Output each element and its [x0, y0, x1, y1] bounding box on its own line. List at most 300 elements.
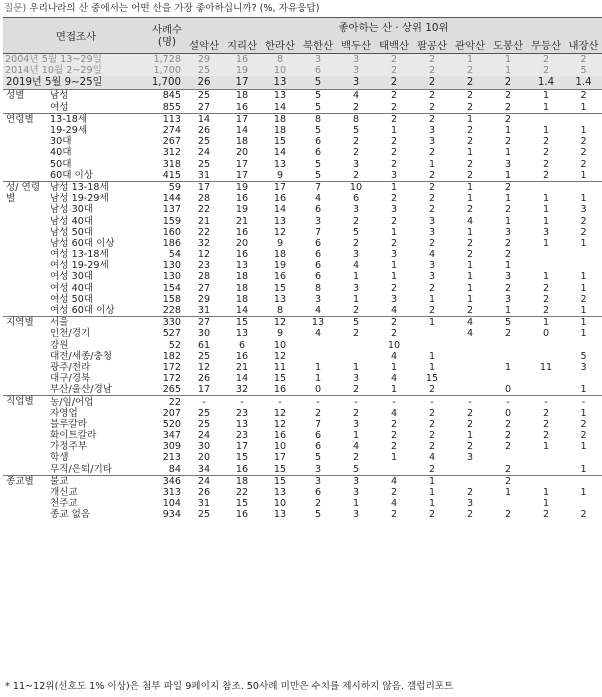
percent-cell: 13 — [235, 328, 249, 340]
table-row — [3, 328, 602, 339]
sample-size: 527 — [162, 328, 181, 340]
percent-cell: 4 — [337, 90, 375, 102]
percent-cell: 3 — [542, 226, 550, 238]
sample-size: 84 — [168, 463, 181, 475]
percent-cell: 15 — [273, 463, 287, 475]
percent-cell: 25 — [185, 90, 223, 102]
percent-cell: 3 — [428, 260, 436, 272]
percent-cell: 4 — [466, 215, 474, 227]
percent-cell — [527, 452, 565, 463]
row-label: 인천/경기 — [50, 328, 91, 340]
percent-cell: 24 — [197, 147, 211, 159]
percent-cell: 5 — [580, 350, 587, 362]
percent-cell — [489, 498, 527, 509]
mountain-header: 백두산 — [337, 35, 375, 54]
table-row — [3, 249, 602, 260]
percent-cell: 5 — [565, 65, 602, 76]
table-row — [3, 283, 602, 294]
percent-cell: 1 — [390, 125, 398, 137]
percent-cell: 6 — [314, 237, 322, 249]
percent-cell: 1 — [466, 260, 474, 272]
row-label: 여성 19-29세 — [50, 260, 109, 272]
sample-size: 313 — [162, 487, 181, 499]
percent-cell: 1 — [527, 317, 565, 329]
percent-cell: 3 — [390, 169, 398, 181]
percent-cell: 21 — [235, 361, 249, 373]
percent-cell: 3 — [352, 487, 360, 499]
percent-cell: 2 — [504, 418, 512, 430]
percent-cell — [565, 373, 602, 384]
percent-cell: 2 — [580, 136, 587, 148]
top10-group-header: 좋아하는 산 · 상위 10위 — [185, 18, 602, 36]
percent-cell: 1 — [451, 54, 489, 66]
percent-cell: 12 — [273, 350, 287, 362]
row-label: 여성 13-18세 — [50, 249, 109, 261]
percent-cell: 2 — [428, 407, 436, 419]
percent-cell: 10 — [261, 65, 299, 76]
row-label: 블루칼라 — [50, 418, 88, 430]
table-row — [3, 419, 602, 430]
percent-cell — [527, 260, 565, 271]
percent-cell: 1 — [489, 54, 527, 66]
percent-cell: 2 — [352, 328, 360, 340]
percent-cell: 1 — [428, 293, 436, 305]
row-label: 19-29세 — [50, 125, 88, 137]
percent-cell: 30 — [197, 328, 211, 340]
row-label: 무직/은퇴/기타 — [50, 463, 113, 475]
percent-cell: 1 — [542, 204, 550, 216]
percent-cell: 1 — [542, 125, 550, 137]
sample-size: 347 — [162, 430, 181, 442]
percent-cell: 2 — [413, 76, 451, 90]
percent-cell: 2 — [428, 430, 436, 442]
footnote: * 11~12위(선호도 1% 이상)은 첨부 파일 9페이지 참조. 50사례 미만은 수치를 제시하지 않음. 갤럽리포트 — [5, 681, 454, 692]
percent-cell: 6 — [314, 147, 322, 159]
percent-cell: 2 — [390, 418, 398, 430]
percent-cell — [451, 362, 489, 373]
percent-cell: 29 — [197, 293, 211, 305]
percent-cell: 2 — [352, 305, 360, 317]
percent-cell: 8 — [276, 305, 284, 317]
percent-cell: 14 — [235, 373, 249, 385]
row-label: 13-18세 — [47, 113, 149, 125]
percent-cell: 1 — [504, 361, 512, 373]
percent-cell: 25 — [197, 407, 211, 419]
row-label: 대전/세종/충청 — [50, 350, 113, 362]
percent-cell: 15 — [273, 373, 287, 385]
row-label: 50대 — [50, 158, 72, 170]
percent-cell: 13 — [235, 260, 249, 272]
percent-cell: 9 — [276, 237, 284, 249]
percent-cell: 4 — [451, 317, 489, 329]
percent-cell: 5 — [299, 76, 337, 90]
percent-cell — [299, 351, 337, 362]
percent-cell: 6 — [314, 441, 322, 453]
percent-cell: 1 — [580, 237, 587, 249]
percent-cell — [489, 452, 527, 463]
table-row — [3, 452, 602, 463]
percent-cell — [451, 373, 489, 384]
percent-cell: 26 — [197, 373, 211, 385]
percent-cell: 0 — [504, 407, 512, 419]
percent-cell: 2 — [390, 282, 398, 294]
percent-cell: 14 — [273, 101, 287, 113]
mountain-header: 설악산 — [185, 35, 223, 54]
percent-cell: 18 — [273, 125, 287, 137]
percent-cell: 16 — [235, 249, 249, 261]
percent-cell: 3 — [352, 282, 360, 294]
percent-cell: 2 — [390, 147, 398, 159]
percent-cell: 2 — [504, 328, 512, 340]
table-row — [3, 408, 602, 419]
percent-cell: 2 — [542, 305, 550, 317]
row-label: 강원 — [50, 339, 69, 351]
percent-cell: 1 — [428, 158, 436, 170]
percent-cell — [527, 181, 565, 193]
percent-cell: 1 — [504, 125, 512, 137]
row-label: 부산/울산/경남 — [50, 384, 113, 396]
percent-cell: 1 — [504, 305, 512, 317]
percent-cell: 3 — [352, 418, 360, 430]
percent-cell: 1 — [466, 271, 474, 283]
percent-cell: 3 — [314, 463, 322, 475]
percent-cell: 2 — [375, 113, 413, 125]
percent-cell: 2 — [428, 441, 436, 453]
percent-cell: 6 — [314, 249, 322, 261]
percent-cell: 1 — [352, 361, 360, 373]
percent-cell: 2 — [489, 113, 527, 125]
percent-cell: 2 — [352, 384, 360, 396]
mountain-header: 관악산 — [451, 35, 489, 54]
percent-cell: 2 — [565, 54, 602, 66]
percent-cell: 27 — [197, 101, 211, 113]
percent-cell: 12 — [261, 317, 299, 329]
percent-cell: 2 — [489, 76, 527, 90]
percent-cell: 2 — [390, 215, 398, 227]
percent-cell: 3 — [504, 226, 512, 238]
percent-cell: 3 — [428, 136, 436, 148]
percent-cell: 1.4 — [527, 76, 565, 90]
percent-cell: 11 — [539, 361, 553, 373]
table-row — [3, 441, 602, 452]
percent-cell: - — [527, 396, 565, 408]
percent-cell: 1 — [428, 498, 436, 510]
percent-cell — [527, 249, 565, 260]
percent-cell: 2 — [527, 65, 565, 76]
percent-cell: 2 — [580, 293, 587, 305]
percent-cell: 17 — [235, 158, 249, 170]
sample-size: 54 — [168, 249, 181, 261]
percent-cell — [413, 340, 451, 351]
percent-cell: 1 — [428, 361, 436, 373]
sample-size: 228 — [162, 305, 181, 317]
percent-cell: 1 — [504, 215, 512, 227]
sample-size: 312 — [162, 147, 181, 159]
percent-cell: 3 — [337, 54, 375, 66]
percent-cell: 2 — [466, 305, 474, 317]
percent-cell: 3 — [314, 293, 322, 305]
sample-size: 154 — [162, 282, 181, 294]
percent-cell: 18 — [261, 113, 299, 125]
table-row — [3, 384, 602, 396]
percent-cell: 2 — [504, 282, 512, 294]
percent-cell: 2 — [542, 407, 550, 419]
percent-cell: 17 — [273, 452, 287, 464]
percent-cell — [489, 351, 527, 362]
percent-cell: 2 — [542, 418, 550, 430]
percent-cell: 8 — [261, 54, 299, 66]
percent-cell: 1 — [352, 498, 360, 510]
percent-cell: 1.4 — [565, 76, 602, 90]
percent-cell: 15 — [273, 136, 287, 148]
percent-cell: 16 — [223, 54, 261, 66]
percent-cell: 1 — [352, 293, 360, 305]
percent-cell: 6 — [314, 136, 322, 148]
sample-size: 520 — [162, 418, 181, 430]
percent-cell: 1 — [390, 226, 398, 238]
percent-cell: 2 — [466, 509, 474, 521]
percent-cell: 2 — [352, 452, 360, 464]
percent-cell: 2 — [413, 90, 451, 102]
sample-size: 213 — [162, 452, 181, 464]
current-total-row — [3, 76, 602, 90]
percent-cell: 3 — [428, 226, 436, 238]
percent-cell: 25 — [197, 158, 211, 170]
row-label: 2004년 5월 13~29일 — [3, 54, 149, 66]
percent-cell: 2 — [466, 101, 474, 113]
sample-size: 274 — [162, 125, 181, 137]
percent-cell: 14 — [235, 305, 249, 317]
percent-cell: 1 — [504, 487, 512, 499]
percent-cell: 4 — [390, 350, 398, 362]
percent-cell: - — [451, 396, 489, 408]
percent-cell: 13 — [273, 293, 287, 305]
percent-cell: 8 — [314, 282, 322, 294]
percent-cell: 1 — [352, 430, 360, 442]
percent-cell: 2 — [466, 441, 474, 453]
sample-size: 1,700 — [149, 65, 185, 76]
percent-cell — [565, 340, 602, 351]
percent-cell: 4 — [375, 475, 413, 487]
percent-cell: 2 — [451, 65, 489, 76]
percent-cell: 2 — [428, 384, 436, 396]
table-row — [3, 351, 602, 362]
percent-cell: 4 — [466, 328, 474, 340]
percent-cell: 3 — [504, 271, 512, 283]
percent-cell: 1 — [580, 305, 587, 317]
percent-cell: 18 — [235, 136, 249, 148]
percent-cell: 2 — [352, 169, 360, 181]
percent-cell: 4 — [428, 452, 436, 464]
percent-cell: 2 — [428, 237, 436, 249]
percent-cell: 2 — [375, 317, 413, 329]
percent-cell: 2 — [413, 181, 451, 193]
percent-cell: 21 — [197, 215, 211, 227]
percent-cell: 1 — [580, 125, 587, 137]
percent-cell: 2 — [466, 487, 474, 499]
percent-cell: 2 — [580, 226, 587, 238]
question-tag: 질문) — [4, 3, 27, 14]
sample-size: 934 — [162, 509, 181, 521]
percent-cell: 25 — [197, 509, 211, 521]
table-row — [3, 136, 602, 147]
percent-cell: 13 — [273, 158, 287, 170]
percent-cell: 1 — [542, 101, 550, 113]
percent-cell: 12 — [273, 418, 287, 430]
percent-cell: 2 — [527, 54, 565, 66]
percent-cell: 1 — [580, 463, 587, 475]
percent-cell: 34 — [197, 463, 211, 475]
sample-size: 172 — [162, 361, 181, 373]
percent-cell — [565, 181, 602, 193]
percent-cell: 1 — [466, 293, 474, 305]
percent-cell: - — [337, 396, 375, 408]
sample-size: 207 — [162, 407, 181, 419]
percent-cell: 1 — [390, 260, 398, 272]
sample-size: 104 — [162, 498, 181, 510]
percent-cell: 14 — [235, 125, 249, 137]
percent-cell: 5 — [314, 101, 322, 113]
percent-cell: 2 — [580, 215, 587, 227]
row-label: 가정주부 — [50, 441, 88, 453]
percent-cell: 1 — [580, 384, 587, 396]
percent-cell: 2 — [352, 215, 360, 227]
percent-cell: 2 — [580, 509, 587, 521]
percent-cell: 19 — [235, 204, 249, 216]
percent-cell: 10 — [273, 498, 287, 510]
percent-cell: 1 — [451, 113, 489, 125]
percent-cell: 2 — [352, 136, 360, 148]
percent-cell: 2 — [466, 169, 474, 181]
percent-cell: 17 — [261, 181, 299, 193]
percent-cell: 2 — [390, 328, 398, 340]
percent-cell: 3 — [580, 204, 587, 216]
percent-cell: 1 — [542, 441, 550, 453]
percent-cell: 4 — [352, 441, 360, 453]
percent-cell: 20 — [235, 147, 249, 159]
percent-cell: 3 — [299, 475, 337, 487]
percent-cell — [451, 475, 489, 487]
percent-cell: 1 — [504, 147, 512, 159]
row-label: 남성 — [47, 90, 149, 102]
group-label: 성/ 연령별 — [3, 181, 47, 316]
mountain-header: 태백산 — [375, 35, 413, 54]
percent-cell: 1 — [390, 271, 398, 283]
percent-cell: 2 — [580, 430, 587, 442]
percent-cell: 3 — [352, 373, 360, 385]
percent-cell: 1 — [580, 328, 587, 340]
table-row — [3, 475, 602, 487]
percent-cell — [527, 113, 565, 125]
percent-cell: - — [185, 396, 223, 408]
percent-cell: 12 — [273, 407, 287, 419]
sample-size: 1,728 — [149, 54, 185, 66]
sample-size: 113 — [149, 113, 185, 125]
percent-cell: 2 — [542, 136, 550, 148]
percent-cell: 25 — [185, 65, 223, 76]
percent-cell — [337, 340, 375, 351]
percent-cell: 3 — [352, 249, 360, 261]
percent-cell: 2 — [428, 418, 436, 430]
sample-size: 182 — [162, 350, 181, 362]
percent-cell: 1 — [542, 193, 550, 205]
percent-cell: 31 — [197, 169, 211, 181]
percent-cell: 5 — [352, 463, 360, 475]
percent-cell: 15 — [223, 317, 261, 329]
percent-cell: 3 — [299, 54, 337, 66]
percent-cell: 1 — [466, 282, 474, 294]
percent-cell: 3 — [314, 215, 322, 227]
percent-cell: 31 — [197, 498, 211, 510]
percent-cell: 2 — [390, 193, 398, 205]
percent-cell: 16 — [273, 271, 287, 283]
table-row — [3, 147, 602, 158]
percent-cell: 1 — [580, 282, 587, 294]
row-label: 40대 — [50, 147, 72, 159]
table-row — [3, 215, 602, 226]
percent-cell — [489, 373, 527, 384]
percent-cell: 2 — [504, 463, 512, 475]
percent-cell: 2 — [428, 305, 436, 317]
table-row — [3, 294, 602, 305]
percent-cell: - — [223, 396, 261, 408]
percent-cell: 14 — [185, 113, 223, 125]
percent-cell: 2 — [413, 113, 451, 125]
percent-cell: 13 — [261, 76, 299, 90]
percent-cell: 1 — [542, 498, 550, 510]
sample-size: 855 — [162, 101, 181, 113]
percent-cell: 24 — [185, 475, 223, 487]
percent-cell: 1 — [580, 193, 587, 205]
row-label: 종교 없음 — [50, 509, 91, 521]
percent-cell: 25 — [197, 136, 211, 148]
percent-cell: 6 — [352, 193, 360, 205]
percent-cell: 8 — [337, 113, 375, 125]
row-label: 농/임/어업 — [47, 396, 149, 408]
row-label: 자영업 — [50, 407, 78, 419]
percent-cell: 7 — [314, 418, 322, 430]
percent-cell: 16 — [235, 463, 249, 475]
percent-cell: 4 — [390, 407, 398, 419]
percent-cell: 2 — [428, 509, 436, 521]
sample-size: 137 — [162, 204, 181, 216]
table-row — [3, 102, 602, 114]
percent-cell: - — [375, 396, 413, 408]
row-label: 광주/전라 — [50, 361, 91, 373]
survey-header: 면접조사 — [3, 18, 149, 54]
row-label: 학생 — [50, 452, 69, 464]
percent-cell: 2 — [375, 54, 413, 66]
percent-cell: 1 — [542, 271, 550, 283]
percent-cell: 4 — [390, 498, 398, 510]
percent-cell: 2 — [466, 204, 474, 216]
percent-cell: 15 — [261, 475, 299, 487]
percent-cell: 2 — [451, 90, 489, 102]
row-label: 남성 19-29세 — [50, 193, 109, 205]
percent-cell: 2 — [390, 158, 398, 170]
percent-cell: 2 — [504, 204, 512, 216]
percent-cell: 6 — [238, 339, 246, 351]
row-label: 여성 60대 이상 — [50, 305, 115, 317]
percent-cell: 1 — [565, 317, 602, 329]
sample-size: 318 — [162, 158, 181, 170]
table-row — [3, 340, 602, 351]
results-table — [3, 17, 602, 521]
percent-cell: 2 — [428, 193, 436, 205]
percent-cell: 3 — [390, 204, 398, 216]
percent-cell: 22 — [197, 226, 211, 238]
percent-cell: 2 — [542, 158, 550, 170]
